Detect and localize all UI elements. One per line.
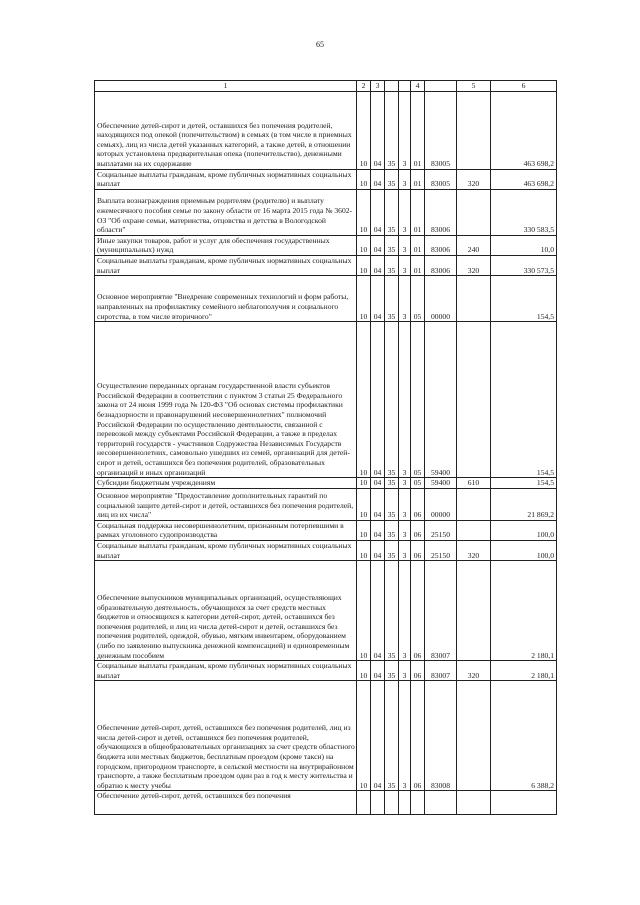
row-name: Социальные выплаты гражданам, кроме публичных нормативных социальных выплат: [95, 255, 357, 275]
program-code: [385, 791, 399, 815]
subprogram-code: 3: [399, 276, 411, 322]
amount: 100,0: [491, 540, 557, 560]
header-row: [95, 81, 557, 92]
subprogram-code: 3: [399, 189, 411, 235]
table-row: [95, 540, 557, 560]
expense-type-code: 320: [457, 661, 491, 681]
section-code: 10: [357, 235, 371, 255]
section-code: [357, 791, 371, 815]
expense-type-code: [457, 91, 491, 169]
amount: 100,0: [491, 520, 557, 540]
activity-code: 06: [411, 661, 425, 681]
header-cell: 4: [411, 81, 425, 92]
header-cell: 6: [491, 81, 557, 92]
direction-code: 00000: [425, 276, 457, 322]
header-cell: 5: [457, 81, 491, 92]
program-code: 35: [385, 561, 399, 661]
row-name: Социальные выплаты гражданам, кроме публичных нормативных социальных выплат: [95, 169, 357, 189]
direction-code: 00000: [425, 488, 457, 520]
amount: 330 573,5: [491, 255, 557, 275]
section-code: 10: [357, 561, 371, 661]
section-code: 10: [357, 255, 371, 275]
activity-code: 06: [411, 520, 425, 540]
table-row: [95, 561, 557, 661]
activity-code: 01: [411, 235, 425, 255]
direction-code: 83006: [425, 255, 457, 275]
amount: 21 869,2: [491, 488, 557, 520]
table-row: [95, 520, 557, 540]
direction-code: 25150: [425, 520, 457, 540]
expense-type-code: [457, 520, 491, 540]
section-code: 10: [357, 189, 371, 235]
amount: [491, 791, 557, 815]
expense-type-code: [457, 189, 491, 235]
program-code: 35: [385, 661, 399, 681]
header-cell: 1: [95, 81, 357, 92]
expense-type-code: [457, 276, 491, 322]
subprogram-code: 3: [399, 169, 411, 189]
activity-code: 05: [411, 478, 425, 489]
subprogram-code: 3: [399, 91, 411, 169]
expense-type-code: 240: [457, 235, 491, 255]
expense-type-code: [457, 791, 491, 815]
table-row: [95, 189, 557, 235]
section-code: 10: [357, 540, 371, 560]
direction-code: 25150: [425, 540, 457, 560]
subsection-code: 04: [371, 235, 385, 255]
program-code: 35: [385, 235, 399, 255]
section-code: 10: [357, 276, 371, 322]
activity-code: 01: [411, 91, 425, 169]
direction-code: 83006: [425, 235, 457, 255]
subprogram-code: 3: [399, 488, 411, 520]
header-cell: 2: [357, 81, 371, 92]
section-code: 10: [357, 322, 371, 478]
header-cell: [425, 81, 457, 92]
row-name: Социальные выплаты гражданам, кроме публичных нормативных социальных выплат: [95, 540, 357, 560]
section-code: 10: [357, 520, 371, 540]
section-code: 10: [357, 681, 371, 791]
activity-code: 01: [411, 255, 425, 275]
direction-code: 83006: [425, 189, 457, 235]
activity-code: 06: [411, 681, 425, 791]
subsection-code: 04: [371, 661, 385, 681]
subsection-code: 04: [371, 540, 385, 560]
table-row: [95, 681, 557, 791]
direction-code: 83005: [425, 91, 457, 169]
amount: 154,5: [491, 322, 557, 478]
row-name: Социальные выплаты гражданам, кроме публичных нормативных социальных выплат: [95, 661, 357, 681]
amount: 10,0: [491, 235, 557, 255]
subprogram-code: 3: [399, 561, 411, 661]
row-name: Основное мероприятие "Предоставление дополнительных гарантий по социальной защите детей-сирот и детей, оставшихся без попечения родителей, лиц из их числа": [95, 488, 357, 520]
page-number: 65: [316, 40, 324, 49]
direction-code: 83007: [425, 661, 457, 681]
expense-type-code: 320: [457, 169, 491, 189]
subsection-code: 04: [371, 255, 385, 275]
section-code: 10: [357, 91, 371, 169]
subprogram-code: 3: [399, 661, 411, 681]
section-code: 10: [357, 169, 371, 189]
subsection-code: 04: [371, 478, 385, 489]
direction-code: 59400: [425, 478, 457, 489]
header-cell: [399, 81, 411, 92]
subprogram-code: 3: [399, 478, 411, 489]
amount: 463 698,2: [491, 91, 557, 169]
table-row: [95, 276, 557, 322]
activity-code: [411, 791, 425, 815]
row-name: Субсидии бюджетным учреждениям: [95, 478, 357, 489]
expense-type-code: 610: [457, 478, 491, 489]
row-name: Осуществление переданных органам государственной власти субъектов Российской Федерации в соответствии с пунктом 3 статьи 25 Федерального закона от 24 июня 1999 года № 120-ФЗ "Об основах системы профилактики безнадзорности и правонарушений несовершеннолетних" полномочий Российской Федерации по осуществлению деятельности, связанной с перевозкой между субъектами Российской Федерации, а также в пределах территорий государств - участников Содружества Независимых Государств несовершеннолетних, самовольно ушедших из семей, организаций для детей-сирот и детей, оставшихся без попечения родителей, образовательных организаций и иных организаций: [95, 322, 357, 478]
expense-type-code: 320: [457, 540, 491, 560]
subprogram-code: 3: [399, 235, 411, 255]
program-code: 35: [385, 681, 399, 791]
header-cell: 3: [371, 81, 385, 92]
budget-table: [94, 80, 557, 815]
amount: 2 180,1: [491, 661, 557, 681]
program-code: 35: [385, 169, 399, 189]
subsection-code: 04: [371, 322, 385, 478]
activity-code: 01: [411, 189, 425, 235]
subsection-code: 04: [371, 488, 385, 520]
activity-code: 05: [411, 276, 425, 322]
table-row: [95, 255, 557, 275]
table-row: [95, 235, 557, 255]
section-code: 10: [357, 478, 371, 489]
section-code: 10: [357, 488, 371, 520]
subsection-code: [371, 791, 385, 815]
subprogram-code: 3: [399, 681, 411, 791]
subprogram-code: 3: [399, 520, 411, 540]
activity-code: 06: [411, 540, 425, 560]
row-name: Выплата вознаграждения приемным родителям (родителю) и выплату ежемесячного пособия семье по закону области от 16 марта 2015 года № 3602-ОЗ "Об охране семьи, материнства, отцовства и детства в Вологодской области": [95, 189, 357, 235]
row-name: Обеспечение выпускников муниципальных организаций, осуществляющих образовательную деятельность, обучающихся за счет средств местных бюджетов и относящихся к категории детей-сирот, детей, оставшихся без попечения родителей, и лиц из числа детей-сирот и детей, оставшихся без попечения родителей, одеждой, обувью, мягким инвентарем, оборудованием (либо по заявлению выпускника денежной компенсацией) и единовременным денежным пособием: [95, 561, 357, 661]
amount: 2 180,1: [491, 561, 557, 661]
table-row: [95, 791, 557, 815]
table-row: [95, 169, 557, 189]
program-code: 35: [385, 478, 399, 489]
program-code: 35: [385, 540, 399, 560]
program-code: 35: [385, 322, 399, 478]
row-name: Обеспечение детей-сирот, детей, оставшихся без попечения: [95, 791, 357, 815]
row-name: Иные закупки товаров, работ и услуг для обеспечения государственных (муниципальных) нужд: [95, 235, 357, 255]
subsection-code: 04: [371, 561, 385, 661]
row-name: Обеспечение детей-сирот, детей, оставшихся без попечения родителей, лиц из числа детей-сирот и детей, оставшихся без попечения родителей, обучающихся в общеобразовательных организациях за счет средств областного бюджета или местных бюджетов, бесплатным проездом (кроме такси) на городском, пригородном транспорте, в сельской местности на внутрирайонном транспорте, а также бесплатным проездом один раз в год к месту жительства и обратно к месту учебы: [95, 681, 357, 791]
program-code: 35: [385, 255, 399, 275]
subprogram-code: 3: [399, 540, 411, 560]
direction-code: 83008: [425, 681, 457, 791]
expense-type-code: 320: [457, 255, 491, 275]
subsection-code: 04: [371, 169, 385, 189]
expense-type-code: [457, 488, 491, 520]
expense-type-code: [457, 322, 491, 478]
subprogram-code: 3: [399, 322, 411, 478]
row-name: Обеспечение детей-сирот и детей, оставшихся без попечения родителей, находящихся под опекой (попечительством) в семьях (в том числе в приемных семьях), лиц из числа детей указанных категорий, а также детей, в отношении которых установлена предварительная опека (попечительство), денежными выплатами на их содержание: [95, 91, 357, 169]
header-cell: [385, 81, 399, 92]
row-name: Социальная поддержка несовершеннолетним, признанным потерпевшими в рамках уголовного судопроизводства: [95, 520, 357, 540]
activity-code: 06: [411, 488, 425, 520]
amount: 463 698,2: [491, 169, 557, 189]
program-code: 35: [385, 189, 399, 235]
program-code: 35: [385, 276, 399, 322]
subprogram-code: [399, 791, 411, 815]
program-code: 35: [385, 488, 399, 520]
subsection-code: 04: [371, 189, 385, 235]
subsection-code: 04: [371, 91, 385, 169]
table-row: [95, 488, 557, 520]
program-code: 35: [385, 520, 399, 540]
program-code: 35: [385, 91, 399, 169]
amount: 154,5: [491, 276, 557, 322]
activity-code: 01: [411, 169, 425, 189]
subsection-code: 04: [371, 520, 385, 540]
table-row: [95, 478, 557, 489]
section-code: 10: [357, 661, 371, 681]
row-name: Основное мероприятие "Внедрение современных технологий и форм работы, направленных на профилактику семейного неблагополучия и социального сиротства, в том числе вторичного": [95, 276, 357, 322]
expense-type-code: [457, 681, 491, 791]
table-row: [95, 91, 557, 169]
subsection-code: 04: [371, 681, 385, 791]
direction-code: 59400: [425, 322, 457, 478]
activity-code: 05: [411, 322, 425, 478]
amount: 6 388,2: [491, 681, 557, 791]
direction-code: 83005: [425, 169, 457, 189]
table-body: [95, 91, 557, 815]
table-row: [95, 661, 557, 681]
direction-code: [425, 791, 457, 815]
subsection-code: 04: [371, 276, 385, 322]
table-row: [95, 322, 557, 478]
activity-code: 06: [411, 561, 425, 661]
expense-type-code: [457, 561, 491, 661]
amount: 330 583,5: [491, 189, 557, 235]
amount: 154,5: [491, 478, 557, 489]
subprogram-code: 3: [399, 255, 411, 275]
direction-code: 83007: [425, 561, 457, 661]
